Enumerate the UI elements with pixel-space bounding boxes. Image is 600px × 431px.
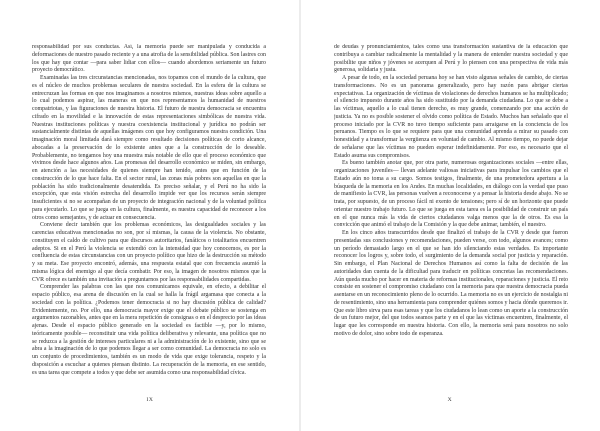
paragraph: de deudas y pronunciamientos, tales como una transformación sustantiva de la educación que contribuya a cambiar radicalmente la mentalidad y la manera de entender nuestra sociedad y que posibilite que niños y jóvenes se acerquen al Perú y lo piensen con una perspectiva de vida más generosa, solidaria y justa. — [334, 44, 568, 74]
page-number-right: X — [447, 397, 453, 403]
paragraph: A pesar de todo, en la sociedad peruana hoy se han visto algunas señales de cambio, de ciertas transformaciones. No es un panorama generalizado, pero hay razón para abrigar ciertas expectativas. La organización de víctimas de violaciones de derechos humanos se ha multiplicado; el silencio impuesto durante años ha sido sustituido por la demanda ciudadana. Lo que se debe a las víctimas, aquello a lo cual tienen derecho, es muy grande, comenzando por una acción de justicia. Ya no es posible sostener el olvido como política de Estado. Muchos han señalado que el proceso iniciado por la CVR no tuvo tiempo suficiente para arraigarse en la conciencia de los peruanos. Tiempo es lo que se requiere para que una comunidad aprenda a mirar su pasado con honestidad y a transformar la vergüenza en voluntad de cambio. Al mismo tiempo, no puede dejar de señalarse que las víctimas no pueden esperar indefinidamente. Por eso, es necesario que el Estado asuma sus compromisos. — [334, 75, 568, 159]
left-page-body — [32, 44, 266, 392]
paragraph: Examinadas las tres circunstancias mencionadas, nos topamos con el mundo de la cultura, que es el núcleo de muchos problemas seculares de nuestra sociedad. En la esfera de la cultura se entrecruzan las formas en que nos imaginamos a nosotros mismos, nuestras ideas sobre aquello a lo cual podemos aspirar, las maneras en que nos representamos la humanidad de nuestros compatriotas, y las figuraciones de nuestra historia. El futuro de nuestra democracia se encuentra cifrado en la movilidad e la innovación de estas representaciones simbólicas de nuestra vida. Nuestras instituciones políticas y nuestra coexistencia institucional y jurídica no podrán ser sustancialmente distintas de aquellas imágenes con que hoy configuramos nuestra condición. Una imaginación moral limitada dará siempre como resultado decisiones políticas de corto alcance, abocadas a la preservación de lo existente antes que a la construcción de lo deseable. Probablemente, no tengamos hoy una muestra más notable de ello que el proceso económico que vivimos desde hace algunos años. Las promesas del desarrollo económico se miden, sin embargo, en atención a las necesidades de quienes siempre han tenido, antes que en función de la construcción de lo que hace falta. En el sector rural, las zonas más pobres son aquellas en que la población ha sido tradicionalmente desatendida. Es preciso señalar, y el Perú no ha sido la excepción, que esta visión estrecha del desarrollo impide ver que los recursos serán siempre insuficientes si no se acompañan de un proyecto de integración nacional y de la voluntad política para ejecutarlo. Lo que se juega en la cultura, finalmente, es nuestra capacidad de reconocer a los otros como semejantes, y de actuar en consecuencia. — [32, 75, 266, 221]
page-number-left: IX — [146, 397, 154, 403]
right-page-body — [334, 44, 568, 392]
paragraph: Es bueno también anotar que, por otra parte, numerosas organizaciones sociales —entre ellas, organizaciones juveniles— llevan adelante valiosas iniciativas para impulsar los cambios que el Estado aún no toma a su cargo. Somos testigos, finalmente, de una prometedora apertura a la búsqueda de la memoria en los Andes. En muchas localidades, en diálogo con la verdad que puso de manifiesto la CVR, las personas vuelven a reconocerse y a pensar la historia desde abajo. No se trata, por supuesto, de un proceso fácil ni exento de tensiones; pero sí de un horizonte que puede orientar nuestro trabajo futuro. Lo que se juega en esta tarea es la posibilidad de construir un país en el que nunca más la vida de ciertos ciudadanos valga menos que la de otros. Es esa la convicción que animó el trabajo de la Comisión y la que debe animar, también, el nuestro. — [334, 160, 568, 229]
paragraph: En los cinco años transcurridos desde que finalizó el trabajo de la CVR y desde que fueron presentadas sus conclusiones y recomendaciones, pueden verse, con todo, algunos avances; como un período demasiado largo en el que se han ido silenciando estas verdades. Es importante reconocer los logros y, sobre todo, el surgimiento de la demanda social por justicia y reparación. Sin embargo, el Plan Nacional de Derechos Humanos así como la falta de decisión de las autoridades dan cuenta de la dificultad para traducir en políticas concretas las recomendaciones. Aún queda mucho por hacer en materia de reformas institucionales, reparaciones y justicia. El reto consiste en sostener el compromiso ciudadano con la memoria para que nuestra democracia pueda asentarse en un reconocimiento pleno de lo ocurrido. La memoria no es un ejercicio de nostalgia ni de resentimiento, sino una herramienta para comprender quiénes somos y hacia dónde queremos ir. Que este libro sirva para esas tareas y que los ciudadanos lo lean como un aporte a la construcción de un futuro mejor, del que todos seamos parte y en el que las víctimas encuentren, finalmente, el lugar que les corresponde en nuestra historia. Con ello, la memoria será para nosotros no solo motivo de dolor, sino sobre todo de esperanza. — [334, 230, 568, 337]
paragraph: responsabilidad por sus conductas. Así, la memoria puede ser manipulada y conducida a deformaciones de nuestro pasado reciente y a una atrofia de la sensibilidad pública. Son lastres con los que hay que contar —para saber lidiar con ellos— cuando abordemos seriamente un futuro proyecto democrático. — [32, 44, 266, 74]
right-page — [300, 0, 600, 431]
paragraph: Comprender las palabras con las que nos comunicamos equivale, en efecto, a debilitar el espacio público, esa arena de discusión en la cual se halla la frágil argamasa que conecta a la sociedad con la política. ¿Podemos tener democracia si no hay discusión pública de calidad? Evidentemente, no. Por ello, una democracia mayor exige que el debate público se sostenga en argumentos razonables, antes que en la mera repetición de consignas o en el desprecio por las ideas ajenas. Desde el espacio público generado en la sociedad es factible —y, por lo mismo, teóricamente posible— reconstituir una vida política deliberativa y relevante, una política que no se reduzca a la gestión de intereses particulares ni a la administración de lo existente, sino que se abra a la imaginación de lo que podemos llegar a ser como comunidad. La democracia no solo es un conjunto de procedimientos, también es un modo de vida que exige tolerancia, respeto y la disposición a escuchar a quienes piensan distinto. La recuperación de la memoria, en ese sentido, es una tarea que compete a todos y que debe ser asumida como una responsabilidad cívica. — [32, 284, 266, 376]
paragraph: Conviene decir también que los problemas económicos, las desigualdades sociales y las carencias educativas mencionadas no son, por sí mismas, la causa de la violencia. No obstante, constituyen el caldo de cultivo para que discursos autoritarios, fanáticos o totalitarios encuentren adeptos. Si en el Perú la violencia se extendió con la intensidad que hoy conocemos, es por la confluencia de estas circunstancias con un proyecto político que hizo de la destrucción su método y su meta. Ese proyecto encontró, además, una respuesta estatal que con frecuencia asumió la misma lógica del enemigo al que decía combatir. Por eso, la imagen de nosotros mismos que la CVR ofrece es también una invitación a preguntarnos por las responsabilidades compartidas. — [32, 222, 266, 283]
